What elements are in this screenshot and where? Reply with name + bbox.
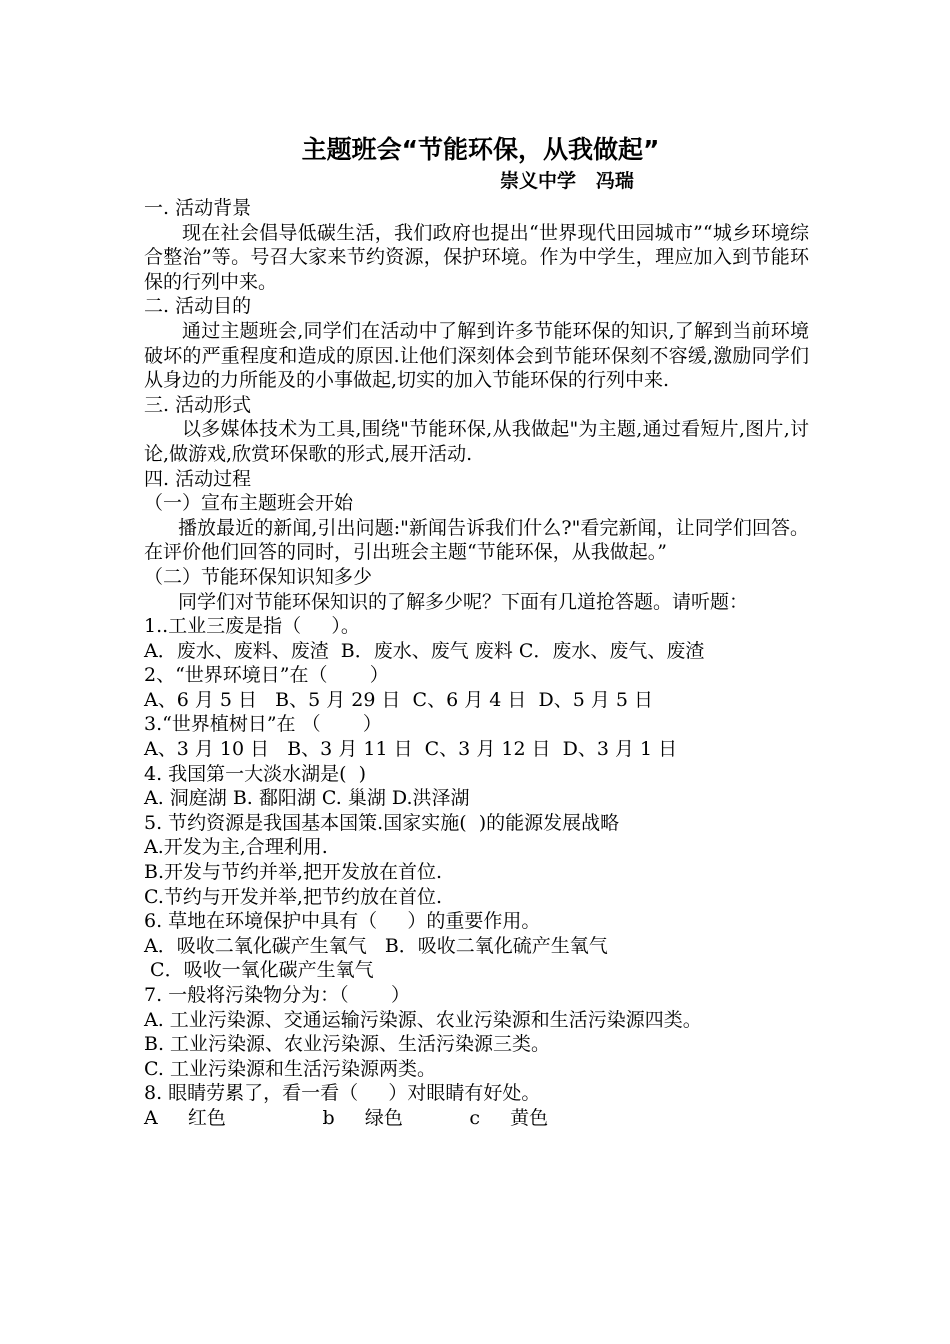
question-7-option-c: C. 工业污染源和生活污染源两类。 [144, 1057, 436, 1080]
question-4-options: A. 洞庭湖 B. 鄱阳湖 C. 巢湖 D.洪泽湖 [144, 787, 470, 810]
author-line: 崇义中学 冯瑞 [500, 170, 634, 192]
question-1-options: A．废水、废料、废渣 B．废水、废气 废料 C．废水、废气、废渣 [144, 639, 705, 662]
subsection-body-quiz: 同学们对节能环保知识的了解多少呢？下面有几道抢答题。请听题： [178, 590, 749, 613]
question-6-options-ab: A．吸收二氧化碳产生氧气 B．吸收二氧化硫产生氧气 [144, 934, 608, 957]
question-7-option-a: A. 工业污染源、交通运输污染源、农业污染源和生活污染源四类。 [144, 1008, 702, 1031]
question-3-options: A、3 月 10 日 B、3 月 11 日 C、3 月 12 日 D、3 月 1 日 [144, 738, 678, 761]
section-body-format: 以多媒体技术为工具,围绕"节能环保,从我做起"为主题,通过看短片,图片,讨论,做游戏,欣赏环保歌的形式,展开活动. [144, 418, 809, 465]
document-page [144, 130, 809, 1131]
question-7-option-b: B. 工业污染源、农业污染源、生活污染源三类。 [144, 1033, 551, 1056]
question-4: 4. 我国第一大淡水湖是( ) [144, 762, 367, 785]
question-5-option-b: B.开发与节约并举,把开发放在首位. [144, 861, 443, 884]
section-heading-purpose: 二. 活动目的 [144, 295, 252, 318]
question-7: 7. 一般将污染物分为：（ ） [144, 984, 410, 1006]
section-body-background: 现在社会倡导低碳生活，我们政府也提出“世界现代田园城市”“城乡环境综合整治”等。号召大家来节约资源，保护环境。作为中学生，理应加入到节能环保的行列中来。 [144, 221, 809, 293]
section-body-purpose: 通过主题班会,同学们在活动中了解到许多节能环保的知识,了解到当前环境破坏的严重程度和造成的原因.让他们深刻体会到节能环保刻不容缓,激励同学们从身边的力所能及的小事做起,切实的加入节能环保的行列中来. [144, 319, 809, 392]
subsection-heading-start: （一）宣布主题班会开始 [144, 492, 354, 515]
question-6-option-c: C．吸收一氧化碳产生氧气 [144, 959, 374, 982]
section-heading-format: 三. 活动形式 [144, 393, 252, 416]
question-2-options: A、6 月 5 日 B、5 月 29 日 C、6 月 4 日 D、5 月 5 日 [144, 688, 654, 711]
section-heading-process: 四. 活动过程 [144, 467, 252, 490]
document-title: 主题班会“节能环保，从我做起” [301, 135, 660, 164]
question-6: 6. 草地在环境保护中具有（ ）的重要作用。 [144, 910, 541, 933]
question-8-options: A 红色 b 绿色 c 黄色 [144, 1106, 549, 1129]
question-8: 8. 眼睛劳累了，看一看（ ）对眼睛有好处。 [144, 1082, 541, 1105]
question-1: 1..工业三废是指（ ）。 [144, 615, 360, 638]
question-5-option-c: C.节约与开发并举,把节约放在首位. [144, 885, 442, 908]
question-3: 3.“世界植树日”在 （ ） [144, 713, 382, 736]
subsection-heading-quiz: （二）节能环保知识知多少 [144, 565, 373, 588]
question-5: 5. 节约资源是我国基本国策.国家实施( )的能源发展战略 [144, 811, 620, 834]
subsection-body-start: 播放最近的新闻,引出问题:"新闻告诉我们什么?"看完新闻，让同学们回答。在评价他们回答的同时，引出班会主题“节能环保，从我做起。” [144, 516, 809, 564]
question-2: 2、“世界环境日”在（ ） [144, 664, 389, 687]
section-heading-background: 一. 活动背景 [144, 197, 252, 219]
question-5-option-a: A.开发为主,合理利用. [144, 836, 328, 859]
